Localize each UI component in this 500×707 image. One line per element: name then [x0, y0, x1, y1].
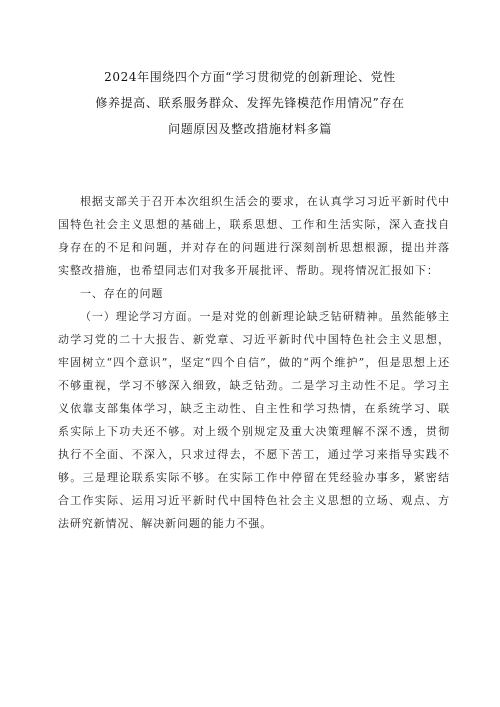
title-line-3: 问题原因及整改措施材料多篇	[168, 122, 332, 136]
document-body	[58, 190, 450, 535]
title-line-1: 2024年围绕四个方面“学习贯彻党的创新理论、党性	[104, 70, 396, 84]
section-heading: 一、存在的问题	[80, 287, 164, 300]
section-paragraph: （一）理论学习方面。一是对党的创新理论缺乏钻研精神。虽然能够主动学习党的二十大报告、新党章、习近平新时代中国特色社会主义思想，牢固树立“四个意识”，坚定“四个自信”，做的“两个维护”，但是思想上还不够重视，学习不够深入细致，缺乏钻劲。二是学习主动性不足。学习主义依靠支部集体学习，缺乏主动性、自主性和学习热情，在系统学习、联系实际上下功夫还不够。对上级个别规定及重大决策理解不深不透，贯彻执行不全面、不深入，只求过得去，不愿下苦工，通过学习来指导实践不够。三是理论联系实际不够。在实际工作中停留在凭经验办事多，紧密结合工作实际、运用习近平新时代中国特色社会主义思想的立场、观点、方法研究新情况、解决新问题的能力不强。	[58, 310, 450, 530]
document-title	[70, 64, 430, 142]
title-line-2: 修养提高、联系服务群众、发挥先锋模范作用情况”存在	[95, 96, 405, 110]
intro-paragraph: 根据支部关于召开本次组织生活会的要求，在认真学习习近平新时代中国特色社会主义思想的基础上，联系思想、工作和生活实际，深入查找自身存在的不足和问题，并对存在的问题进行深刻剖析思想根源，提出并落实整改措施，也希望同志们对我多开展批评、帮助。现将情况汇报如下：	[58, 195, 450, 277]
